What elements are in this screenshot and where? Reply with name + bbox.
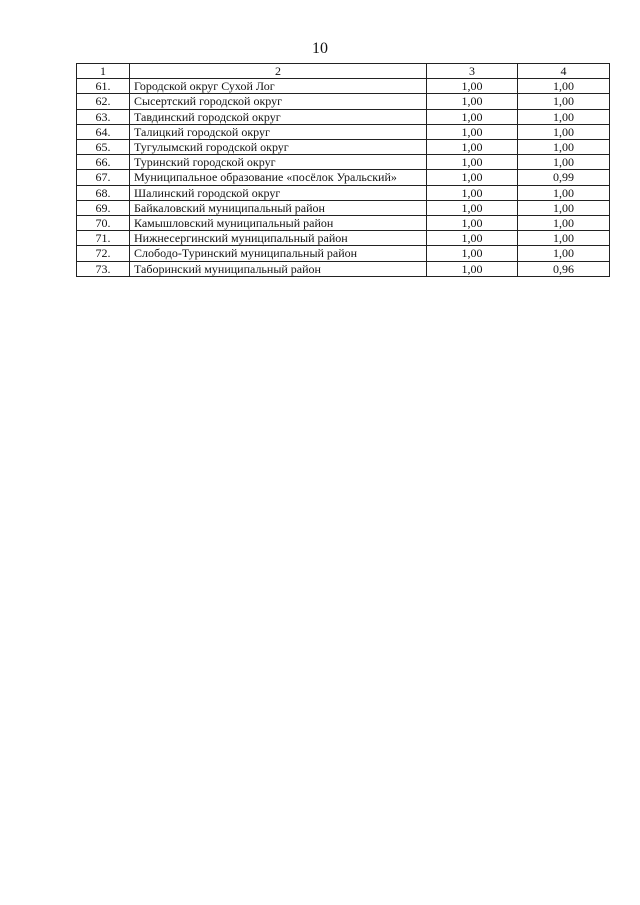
table-row xyxy=(77,246,610,261)
row-number-cell: 68. xyxy=(77,185,130,200)
column-4-value-cell: 0,99 xyxy=(518,170,610,185)
municipality-name-cell: Талицкий городской округ xyxy=(130,124,427,139)
column-4-value-cell: 1,00 xyxy=(518,155,610,170)
column-4-value-cell: 1,00 xyxy=(518,124,610,139)
table-row xyxy=(77,94,610,109)
row-number-cell: 62. xyxy=(77,94,130,109)
municipality-name-cell: Байкаловский муниципальный район xyxy=(130,200,427,215)
table-row xyxy=(77,124,610,139)
column-3-value-cell: 1,00 xyxy=(427,170,518,185)
column-4-value-cell: 1,00 xyxy=(518,79,610,94)
column-3-value-cell: 1,00 xyxy=(427,124,518,139)
column-3-value-cell: 1,00 xyxy=(427,261,518,276)
row-number-cell: 71. xyxy=(77,231,130,246)
table-header-row xyxy=(77,64,610,79)
row-number-cell: 73. xyxy=(77,261,130,276)
column-4-value-cell: 1,00 xyxy=(518,140,610,155)
row-number-cell: 69. xyxy=(77,200,130,215)
column-3-value-cell: 1,00 xyxy=(427,185,518,200)
column-3-value-cell: 1,00 xyxy=(427,94,518,109)
column-4-value-cell: 0,96 xyxy=(518,261,610,276)
page-number: 10 xyxy=(312,40,328,57)
municipality-name-cell: Муниципальное образование «посёлок Уральский» xyxy=(130,170,427,185)
table-row xyxy=(77,231,610,246)
row-number-cell: 65. xyxy=(77,140,130,155)
column-header-1: 1 xyxy=(77,64,130,79)
column-4-value-cell: 1,00 xyxy=(518,94,610,109)
table-row xyxy=(77,140,610,155)
column-header-4: 4 xyxy=(518,64,610,79)
municipality-name-cell: Туринский городской округ xyxy=(130,155,427,170)
table-body xyxy=(77,79,610,277)
column-header-2: 2 xyxy=(130,64,427,79)
row-number-cell: 63. xyxy=(77,109,130,124)
column-4-value-cell: 1,00 xyxy=(518,200,610,215)
column-3-value-cell: 1,00 xyxy=(427,140,518,155)
table-row xyxy=(77,155,610,170)
column-3-value-cell: 1,00 xyxy=(427,216,518,231)
municipality-name-cell: Тавдинский городской округ xyxy=(130,109,427,124)
column-4-value-cell: 1,00 xyxy=(518,109,610,124)
column-3-value-cell: 1,00 xyxy=(427,231,518,246)
municipality-name-cell: Сысертский городской округ xyxy=(130,94,427,109)
column-3-value-cell: 1,00 xyxy=(427,200,518,215)
row-number-cell: 66. xyxy=(77,155,130,170)
table-row xyxy=(77,200,610,215)
row-number-cell: 67. xyxy=(77,170,130,185)
data-table xyxy=(76,63,610,277)
municipality-name-cell: Шалинский городской округ xyxy=(130,185,427,200)
municipality-name-cell: Камышловский муниципальный район xyxy=(130,216,427,231)
table-row xyxy=(77,261,610,276)
table-row xyxy=(77,79,610,94)
municipality-name-cell: Городской округ Сухой Лог xyxy=(130,79,427,94)
column-3-value-cell: 1,00 xyxy=(427,109,518,124)
municipality-name-cell: Слободо-Туринский муниципальный район xyxy=(130,246,427,261)
municipality-name-cell: Тугулымский городской округ xyxy=(130,140,427,155)
municipality-name-cell: Нижнесергинский муниципальный район xyxy=(130,231,427,246)
column-4-value-cell: 1,00 xyxy=(518,246,610,261)
column-4-value-cell: 1,00 xyxy=(518,185,610,200)
row-number-cell: 61. xyxy=(77,79,130,94)
municipality-name-cell: Таборинский муниципальный район xyxy=(130,261,427,276)
column-3-value-cell: 1,00 xyxy=(427,246,518,261)
column-3-value-cell: 1,00 xyxy=(427,155,518,170)
table-row xyxy=(77,170,610,185)
table-row xyxy=(77,185,610,200)
row-number-cell: 64. xyxy=(77,124,130,139)
column-4-value-cell: 1,00 xyxy=(518,216,610,231)
column-3-value-cell: 1,00 xyxy=(427,79,518,94)
row-number-cell: 70. xyxy=(77,216,130,231)
table-row xyxy=(77,109,610,124)
column-header-3: 3 xyxy=(427,64,518,79)
table-row xyxy=(77,216,610,231)
column-4-value-cell: 1,00 xyxy=(518,231,610,246)
row-number-cell: 72. xyxy=(77,246,130,261)
